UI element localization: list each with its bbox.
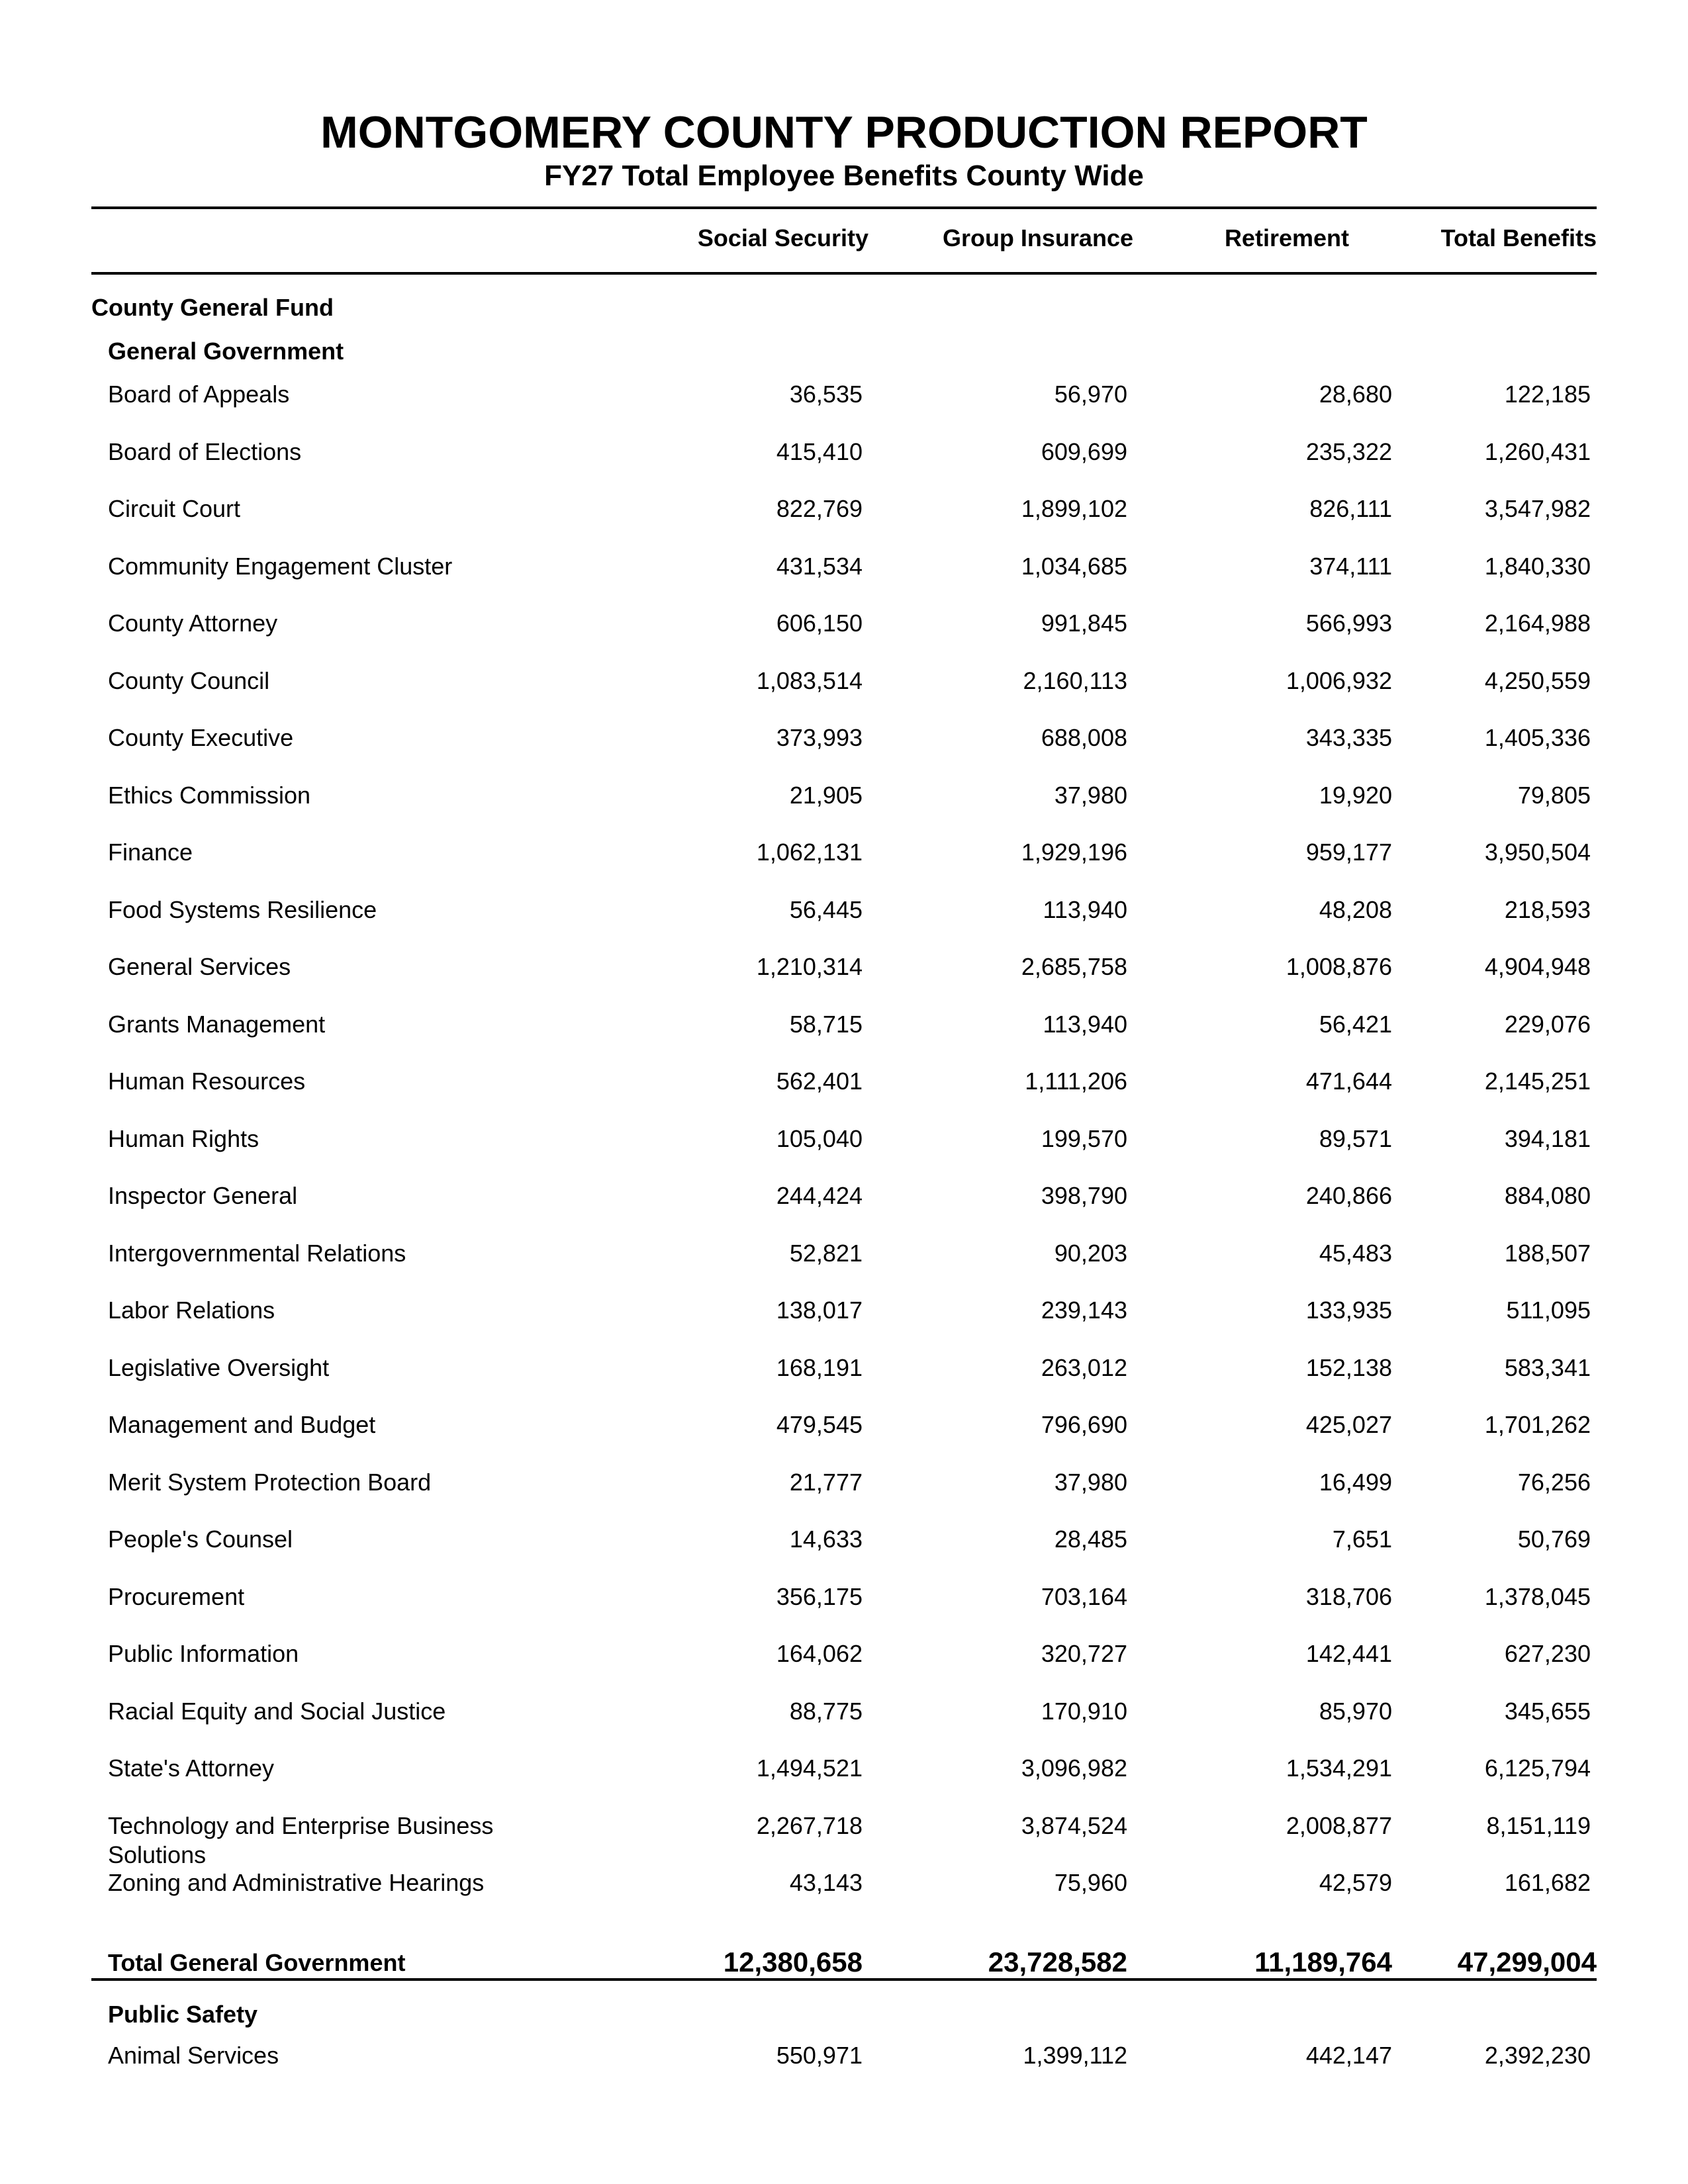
social-security-value: 43,143: [789, 1869, 863, 1896]
social-security-value: 356,175: [776, 1582, 863, 1610]
table-row: [0, 609, 1688, 641]
social-security-value: 415,410: [776, 437, 863, 465]
group-insurance-value: 199,570: [1041, 1124, 1127, 1152]
header-top-rule: [91, 206, 1597, 209]
group-insurance-value: 3,096,982: [1021, 1754, 1127, 1782]
retirement-value: 959,177: [1305, 839, 1392, 866]
group-insurance-value: 37,980: [1054, 781, 1127, 809]
table-row: [0, 1239, 1688, 1271]
total-bottom-rule: [91, 1978, 1597, 1981]
retirement-value: 318,706: [1305, 1582, 1392, 1610]
table-row: [0, 380, 1688, 412]
group-heading-general-government: General Government: [108, 338, 344, 365]
social-security-value: 1,494,521: [756, 1754, 863, 1782]
group-insurance-value: 688,008: [1041, 724, 1127, 751]
total-benefits-value: 627,230: [1504, 1640, 1591, 1667]
table-row: [0, 1067, 1688, 1099]
social-security-value: 105,040: [776, 1124, 863, 1152]
table-row: [0, 1754, 1688, 1786]
retirement-value: 19,920: [1319, 781, 1392, 809]
total-benefits-value: 3,547,982: [1484, 495, 1591, 522]
total-benefits-value: 511,095: [1506, 1297, 1591, 1324]
row-label: Finance: [108, 839, 193, 866]
group-insurance-value: 75,960: [1054, 1869, 1127, 1896]
total-retirement: 11,189,764: [1254, 1946, 1392, 1978]
social-security-value: 21,905: [789, 781, 863, 809]
row-label: Animal Services: [108, 2042, 279, 2069]
retirement-value: 89,571: [1319, 1124, 1392, 1152]
group-insurance-value: 1,399,112: [1023, 2042, 1127, 2069]
group-insurance-value: 1,899,102: [1021, 495, 1127, 522]
table-row: [0, 1811, 1688, 1868]
row-label: Human Resources: [108, 1068, 306, 1095]
total-benefits-value: 2,164,988: [1484, 610, 1591, 637]
table-row: [0, 1468, 1688, 1500]
col-header-group-insurance: Group Insurance: [942, 224, 1133, 251]
table-row: [0, 838, 1688, 870]
retirement-value: 142,441: [1305, 1640, 1392, 1667]
fund-heading: County General Fund: [91, 294, 334, 321]
group-insurance-value: 1,929,196: [1021, 839, 1127, 866]
table-row: [0, 1410, 1688, 1442]
social-security-value: 373,993: [776, 724, 863, 751]
total-benefits-value: 79,805: [1517, 781, 1591, 809]
table-row: [0, 723, 1688, 755]
header-bottom-rule: [91, 272, 1597, 275]
row-label: Public Information: [108, 1640, 299, 1667]
retirement-value: 2,008,877: [1286, 1811, 1392, 1839]
table-row: [0, 1639, 1688, 1671]
social-security-value: 36,535: [789, 381, 863, 408]
report-subtitle: FY27 Total Employee Benefits County Wide: [544, 159, 1144, 192]
table-row: [0, 1697, 1688, 1729]
total-benefits-value: 2,145,251: [1484, 1068, 1591, 1095]
retirement-value: 566,993: [1305, 610, 1392, 637]
group-insurance-value: 320,727: [1041, 1640, 1127, 1667]
row-label: County Attorney: [108, 610, 278, 637]
table-row: [0, 437, 1688, 469]
group-insurance-value: 991,845: [1041, 610, 1127, 637]
social-security-value: 822,769: [776, 495, 863, 522]
group-insurance-value: 56,970: [1054, 381, 1127, 408]
table-row: [0, 1525, 1688, 1557]
row-label: Board of Elections: [108, 437, 302, 465]
total-benefits-value: 188,507: [1504, 1239, 1591, 1267]
report-title: MONTGOMERY COUNTY PRODUCTION REPORT: [320, 107, 1368, 158]
retirement-value: 45,483: [1319, 1239, 1392, 1267]
row-label: State's Attorney: [108, 1754, 275, 1782]
total-total-benefits: 47,299,004: [1457, 1946, 1597, 1978]
table-row: [0, 494, 1688, 526]
row-label: General Services: [108, 953, 291, 980]
col-header-total-benefits: Total Benefits: [1440, 224, 1597, 251]
table-row: [0, 1124, 1688, 1156]
total-benefits-value: 1,378,045: [1484, 1582, 1591, 1610]
row-label: Intergovernmental Relations: [108, 1239, 406, 1267]
social-security-value: 138,017: [776, 1297, 863, 1324]
group-insurance-value: 3,874,524: [1021, 1811, 1127, 1839]
total-benefits-value: 394,181: [1504, 1124, 1591, 1152]
retirement-value: 235,322: [1305, 437, 1392, 465]
total-benefits-value: 884,080: [1504, 1182, 1591, 1209]
total-benefits-value: 76,256: [1517, 1468, 1591, 1496]
col-header-retirement: Retirement: [1224, 224, 1349, 251]
retirement-value: 28,680: [1319, 381, 1392, 408]
social-security-value: 1,083,514: [756, 666, 863, 694]
social-security-value: 88,775: [789, 1697, 863, 1725]
group-heading-public-safety: Public Safety: [108, 2001, 258, 2028]
total-benefits-value: 345,655: [1504, 1697, 1591, 1725]
retirement-value: 152,138: [1305, 1353, 1392, 1381]
group-insurance-value: 703,164: [1041, 1582, 1127, 1610]
total-benefits-value: 122,185: [1504, 381, 1591, 408]
social-security-value: 52,821: [789, 1239, 863, 1267]
social-security-value: 562,401: [776, 1068, 863, 1095]
total-benefits-value: 8,151,119: [1486, 1811, 1591, 1839]
group-insurance-value: 37,980: [1054, 1468, 1127, 1496]
total-benefits-value: 1,260,431: [1484, 437, 1591, 465]
retirement-value: 442,147: [1305, 2042, 1392, 2069]
group-insurance-value: 796,690: [1041, 1411, 1127, 1438]
group-insurance-value: 239,143: [1041, 1297, 1127, 1324]
row-label: Grants Management: [108, 1010, 326, 1038]
retirement-value: 85,970: [1319, 1697, 1392, 1725]
total-benefits-value: 1,405,336: [1484, 724, 1591, 751]
retirement-value: 16,499: [1319, 1468, 1392, 1496]
group-insurance-value: 609,699: [1041, 437, 1127, 465]
group-insurance-value: 28,485: [1054, 1525, 1127, 1553]
group-insurance-value: 113,940: [1043, 1010, 1127, 1038]
table-row: [0, 2041, 1688, 2073]
total-social-security: 12,380,658: [723, 1946, 863, 1978]
social-security-value: 58,715: [789, 1010, 863, 1038]
table-row: [0, 1296, 1688, 1328]
social-security-value: 431,534: [776, 552, 863, 580]
col-header-social-security: Social Security: [697, 224, 868, 251]
social-security-value: 479,545: [776, 1411, 863, 1438]
retirement-value: 7,651: [1332, 1525, 1392, 1553]
row-label: People's Counsel: [108, 1525, 293, 1553]
social-security-value: 56,445: [789, 895, 863, 923]
total-benefits-value: 1,840,330: [1484, 552, 1591, 580]
row-label: Management and Budget: [108, 1411, 376, 1438]
retirement-value: 1,534,291: [1286, 1754, 1392, 1782]
total-benefits-value: 3,950,504: [1484, 839, 1591, 866]
table-row: [0, 1582, 1688, 1614]
retirement-value: 343,335: [1305, 724, 1392, 751]
group-insurance-value: 90,203: [1054, 1239, 1127, 1267]
retirement-value: 42,579: [1319, 1869, 1392, 1896]
retirement-value: 56,421: [1319, 1010, 1392, 1038]
retirement-value: 48,208: [1319, 895, 1392, 923]
social-security-value: 164,062: [776, 1640, 863, 1667]
total-benefits-value: 161,682: [1504, 1869, 1591, 1896]
table-row: [0, 1010, 1688, 1042]
row-label: Procurement: [108, 1582, 245, 1610]
row-label: Zoning and Administrative Hearings: [108, 1869, 485, 1896]
table-row: [0, 781, 1688, 813]
social-security-value: 2,267,718: [756, 1811, 863, 1839]
table-row: [0, 895, 1688, 927]
group-insurance-value: 2,685,758: [1021, 953, 1127, 980]
table-row: [0, 1181, 1688, 1213]
row-label: Racial Equity and Social Justice: [108, 1697, 446, 1725]
social-security-value: 244,424: [776, 1182, 863, 1209]
retirement-value: 425,027: [1305, 1411, 1392, 1438]
total-benefits-value: 4,250,559: [1484, 666, 1591, 694]
retirement-value: 1,008,876: [1286, 953, 1392, 980]
table-row: [0, 1868, 1688, 1900]
retirement-value: 374,111: [1309, 552, 1392, 580]
retirement-value: 1,006,932: [1286, 666, 1392, 694]
retirement-value: 133,935: [1305, 1297, 1392, 1324]
row-label: Inspector General: [108, 1182, 298, 1209]
row-label: Merit System Protection Board: [108, 1468, 432, 1496]
row-label: Board of Appeals: [108, 381, 290, 408]
group-insurance-value: 113,940: [1043, 895, 1127, 923]
total-benefits-value: 2,392,230: [1484, 2042, 1591, 2069]
social-security-value: 21,777: [789, 1468, 863, 1496]
social-security-value: 550,971: [776, 2042, 863, 2069]
group-insurance-value: 2,160,113: [1023, 666, 1127, 694]
table-row: [0, 952, 1688, 984]
group-insurance-value: 1,111,206: [1025, 1068, 1127, 1095]
social-security-value: 168,191: [776, 1353, 863, 1381]
row-label: Food Systems Resilience: [108, 895, 377, 923]
row-label: Community Engagement Cluster: [108, 552, 453, 580]
row-label: Ethics Commission: [108, 781, 311, 809]
row-label: County Executive: [108, 724, 294, 751]
row-label: Legislative Oversight: [108, 1353, 330, 1381]
row-label: Circuit Court: [108, 495, 241, 522]
retirement-value: 240,866: [1305, 1182, 1392, 1209]
social-security-value: 606,150: [776, 610, 863, 637]
retirement-value: 826,111: [1309, 495, 1392, 522]
table-row: [0, 552, 1688, 584]
group-insurance-value: 1,034,685: [1021, 552, 1127, 580]
group-insurance-value: 170,910: [1041, 1697, 1127, 1725]
table-row: [0, 666, 1688, 698]
table-row: [0, 1353, 1688, 1385]
row-label: Labor Relations: [108, 1297, 275, 1324]
total-benefits-value: 218,593: [1504, 895, 1591, 923]
total-benefits-value: 229,076: [1504, 1010, 1591, 1038]
total-benefits-value: 6,125,794: [1484, 1754, 1591, 1782]
total-benefits-value: 1,701,262: [1484, 1411, 1591, 1438]
total-benefits-value: 50,769: [1517, 1525, 1591, 1553]
social-security-value: 14,633: [789, 1525, 863, 1553]
total-group-insurance: 23,728,582: [988, 1946, 1127, 1978]
row-label: County Council: [108, 666, 270, 694]
group-insurance-value: 263,012: [1041, 1353, 1127, 1381]
total-benefits-value: 4,904,948: [1484, 953, 1591, 980]
total-label: Total General Government: [108, 1949, 406, 1976]
social-security-value: 1,062,131: [756, 839, 863, 866]
social-security-value: 1,210,314: [756, 953, 863, 980]
total-benefits-value: 583,341: [1504, 1353, 1591, 1381]
group-insurance-value: 398,790: [1041, 1182, 1127, 1209]
row-label: Human Rights: [108, 1124, 259, 1152]
retirement-value: 471,644: [1305, 1068, 1392, 1095]
row-label: Technology and Enterprise Business Solutions: [108, 1811, 494, 1868]
